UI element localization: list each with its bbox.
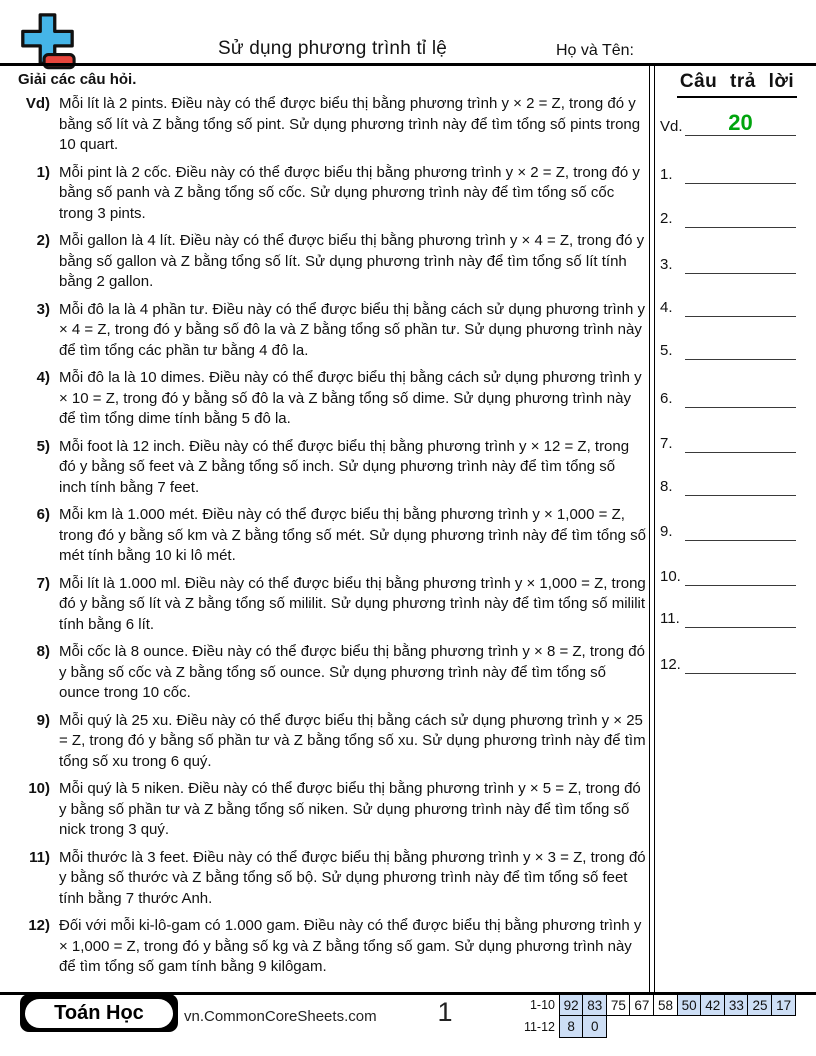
answer-row-5 <box>660 336 796 360</box>
score-cell: 92 <box>559 994 584 1016</box>
answer-row-11 <box>660 604 796 628</box>
question-text: Mỗi km là 1.000 mét. Điều này có thể được biểu thị bằng phương trình y × 1,000 = Z, trong đó y bằng số km và Z bằng tổng số mét. Sử dụng phương trình này để tìm tổng số mét tính bằng 10 ki lô mét. <box>59 506 646 564</box>
score-row-label: 11-12 <box>523 1020 555 1034</box>
answer-label: 7. <box>660 435 673 452</box>
question-number: 8) <box>36 643 50 660</box>
score-cell: 8 <box>559 1015 584 1038</box>
question-11 <box>16 848 646 910</box>
question-text: Mỗi quý là 25 xu. Điều này có thể được biểu thị bằng cách sử dụng phương trình y × 25 = Z, trong đó y bằng số phần tư và Z bằng tổng số xu. Sử dụng phương trình này để tìm tổng số xu trong 6 quý. <box>59 711 646 770</box>
answer-row-9 <box>660 517 796 541</box>
question-text: Mỗi đô la là 10 dimes. Điều này có thể được biểu thị bằng cách sử dụng phương trình y × 10 = Z, trong đó y bằng số đô la và Z bằng tổng số dime. Sử dụng phương trình này để tìm tổng dime tính bằng 5 đô la. <box>59 369 642 427</box>
question-text: Mỗi gallon là 4 lít. Điều này có thể được biểu thị bằng phương trình y × 4 = Z, trong đó y bằng số gallon và Z bằng tổng số lít. Sử dụng phương trình này để tìm tổng số lít tính bằng 2 gallon. <box>59 232 645 290</box>
question-2 <box>16 231 646 293</box>
page-number: 1 <box>437 997 453 1027</box>
answer-blank-11[interactable] <box>685 604 796 628</box>
answer-label: 1. <box>660 166 673 183</box>
question-text: Mỗi đô la là 4 phần tư. Điều này có thể được biểu thị bằng cách sử dụng phương trình y × 4 = Z, trong đó y bằng số đô la và Z bằng tổng số phần tư. Sử dụng phương trình này để tìm tổng các phần tư bằng 4 đô la. <box>59 300 646 359</box>
answer-label: 9. <box>660 523 673 540</box>
answer-row-6 <box>660 384 796 408</box>
answer-label: 10. <box>660 568 681 585</box>
score-row-2 <box>518 1016 796 1038</box>
score-cell: 50 <box>677 994 702 1016</box>
score-cell: 25 <box>747 994 772 1016</box>
question-1 <box>16 163 646 225</box>
answer-blank-10[interactable] <box>685 562 796 586</box>
question-8 <box>16 642 646 704</box>
page-title: Sử dụng phương trình tỉ lệ <box>218 38 448 59</box>
question-3 <box>16 300 646 362</box>
question-12 <box>16 916 646 978</box>
answer-row-8 <box>660 472 796 496</box>
question-text: Mỗi pint là 2 cốc. Điều này có thể được biểu thị bằng phương trình y × 2 = Z, trong đó y bằng số panh và Z bằng tổng số cốc. Sử dụng phương trình này để tìm tổng số cốc trong 3 pints. <box>59 163 640 222</box>
answer-row-10 <box>660 562 796 586</box>
question-text: Mỗi lít là 2 pints. Điều này có thể được biểu thị bằng phương trình y × 2 = Z, trong đó y bằng số lít và Z bằng tổng số pint. Sử dụng phương trình này để tìm tổng số pints trong 10 quart. <box>59 95 641 153</box>
score-cell: 0 <box>582 1015 607 1038</box>
answer-label: 6. <box>660 390 673 407</box>
answer-row-2 <box>660 204 796 228</box>
answer-row-1 <box>660 160 796 184</box>
question-number: 12) <box>28 917 50 934</box>
answer-blank-5[interactable] <box>685 336 796 360</box>
question-7 <box>16 574 646 636</box>
question-number: 9) <box>36 711 50 729</box>
answer-label: Vd. <box>660 118 683 135</box>
question-number: 1) <box>36 163 50 181</box>
question-number: 4) <box>36 369 50 386</box>
question-number: 11) <box>29 848 50 866</box>
score-cell: 42 <box>700 994 725 1016</box>
subject-badge <box>20 994 178 1032</box>
question-text: Mỗi thước là 3 feet. Điều này có thể được biểu thị bằng phương trình y × 3 = Z, trong đó y bằng số thước và Z bằng tổng số bộ. Sử dụng phương trình này để tìm tổng số feet tính bằng 7 thước Anh. <box>59 848 646 907</box>
question-number: 7) <box>36 574 50 592</box>
question-4 <box>16 368 646 430</box>
answer-row-12 <box>660 650 796 674</box>
score-row-label: 1-10 <box>529 998 555 1012</box>
column-separator <box>649 66 655 992</box>
score-cell: 67 <box>629 994 654 1016</box>
answer-row-3 <box>660 250 796 274</box>
score-cell: 17 <box>771 994 796 1016</box>
question-text: Mỗi foot là 12 inch. Điều này có thể được biểu thị bằng phương trình y × 12 = Z, trong đó y bằng số feet và Z bằng tổng số inch. Sử dụng phương trình này để tìm tổng số inch tính bằng 7 feet. <box>59 437 630 496</box>
answer-blank-12[interactable] <box>685 650 796 674</box>
score-cell: 58 <box>653 994 678 1016</box>
question-9 <box>16 711 646 773</box>
question-5 <box>16 437 646 499</box>
question-number: 2) <box>36 232 50 249</box>
answer-row-4 <box>660 293 796 317</box>
question-10 <box>16 779 646 841</box>
answer-label: 3. <box>660 256 673 273</box>
question-number: 5) <box>36 437 50 455</box>
question-number: 3) <box>36 300 50 318</box>
question-list <box>16 94 646 985</box>
question-text: Mỗi quý là 5 niken. Điều này có thể được biểu thị bằng phương trình y × 5 = Z, trong đó y bằng số phần tư và Z bằng tổng số niken. Sử dụng phương trình này để tìm tổng số nick trong 3 quý. <box>59 780 641 838</box>
answer-blank-1[interactable] <box>685 160 796 184</box>
answer-label: 4. <box>660 299 673 316</box>
question-number: 10) <box>28 780 50 797</box>
question-example <box>16 94 646 156</box>
answer-blank-2[interactable] <box>685 204 796 228</box>
answer-label: 11. <box>660 610 680 627</box>
question-number: 6) <box>36 506 50 523</box>
answer-blank-7[interactable] <box>685 429 796 453</box>
answer-column <box>658 66 816 992</box>
question-text: Đối với mỗi ki-lô-gam có 1.000 gam. Điều này có thể được biểu thị bằng phương trình y × 1,000 = Z, trong đó y bằng số kg và Z bằng tổng số gam. Sử dụng phương trình này để tìm tổng số gam tính bằng 9 kilôgam. <box>59 917 642 975</box>
score-row-1 <box>518 994 796 1016</box>
answer-blank-8[interactable] <box>685 472 796 496</box>
question-text: Mỗi lít là 1.000 ml. Điều này có thể được biểu thị bằng phương trình y × 1,000 = Z, trong đó y bằng số lít và Z bằng tổng số mililit. Sử dụng phương trình này để tìm tổng số mililit tính bằng 6 lít. <box>59 574 646 633</box>
answer-blank-example[interactable] <box>685 112 796 136</box>
score-table <box>518 994 796 1038</box>
answer-label: 8. <box>660 478 673 495</box>
answer-blank-9[interactable] <box>685 517 796 541</box>
answer-blank-3[interactable] <box>685 250 796 274</box>
question-text: Mỗi cốc là 8 ounce. Điều này có thể được biểu thị bằng phương trình y × 8 = Z, trong đó y bằng số cốc và Z bằng tổng số ounce. Sử dụng phương trình này để tìm tổng số ounce trong 10 cốc. <box>59 643 645 701</box>
question-number: Vd) <box>25 95 50 112</box>
answer-label: 12. <box>660 656 681 673</box>
score-cell: 33 <box>724 994 749 1016</box>
answer-label: 5. <box>660 342 673 359</box>
answer-blank-6[interactable] <box>685 384 796 408</box>
answer-row-7 <box>660 429 796 453</box>
subject-badge-label: Toán Học <box>25 999 173 1028</box>
answers-title: Câu trả lời <box>658 71 816 98</box>
question-6 <box>16 505 646 567</box>
name-label: Họ và Tên: <box>556 42 634 59</box>
answer-blank-4[interactable] <box>685 293 796 317</box>
website-text: vn.CommonCoreSheets.com <box>184 1008 377 1025</box>
instruction-text: Giải các câu hỏi. <box>18 71 137 88</box>
answer-row-example <box>660 112 796 136</box>
score-cell: 83 <box>582 994 607 1016</box>
score-cell: 75 <box>606 994 631 1016</box>
answer-label: 2. <box>660 210 673 227</box>
example-answer-value: 20 <box>728 110 753 135</box>
